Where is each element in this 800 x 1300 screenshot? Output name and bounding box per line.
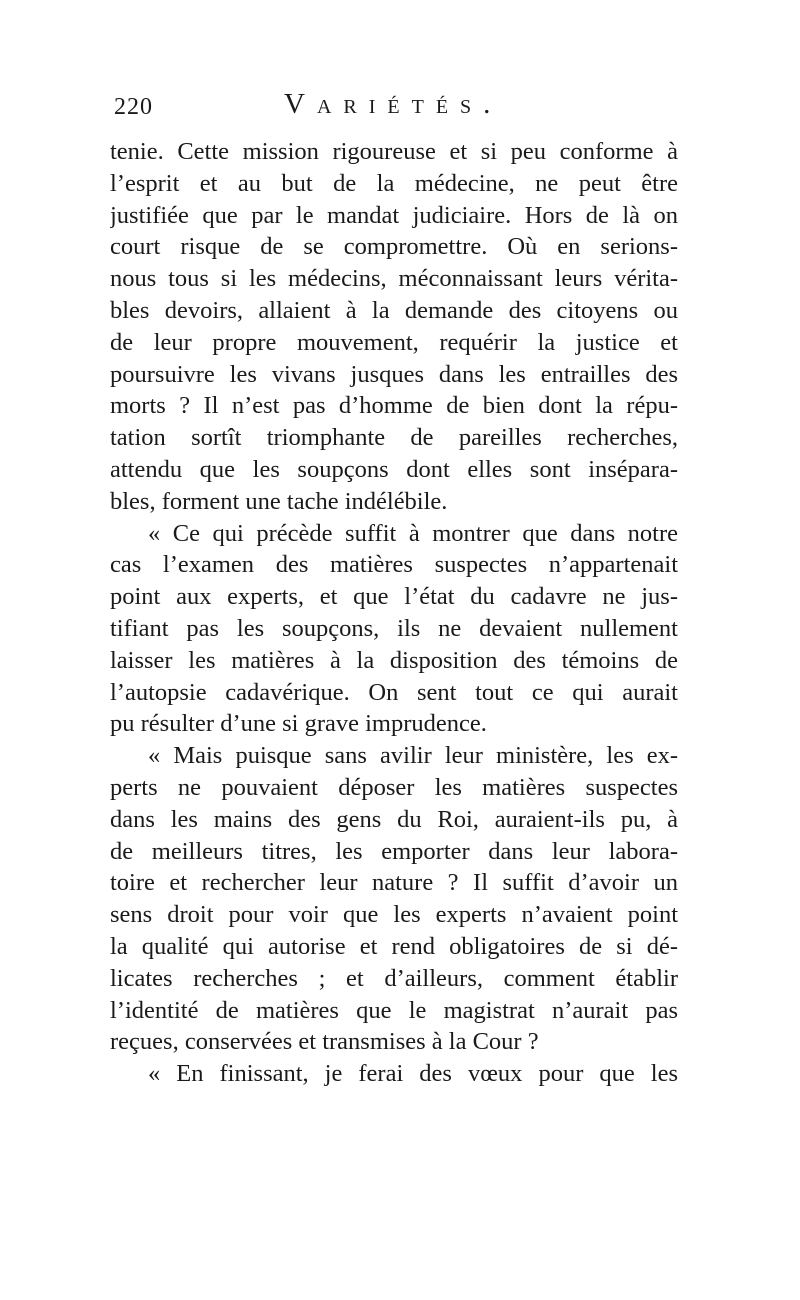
text-line: cas l’examen des matières suspectes n’appartenait bbox=[110, 551, 678, 579]
text-line: la qualité qui autorise et rend obligatoires de si dé- bbox=[110, 932, 678, 960]
page-header bbox=[114, 88, 680, 128]
text-line: justifiée que par le mandat judiciaire. Hors de là on bbox=[110, 201, 678, 229]
text-line: « Ce qui précède suffit à montrer que dans notre bbox=[148, 519, 678, 547]
text-line: perts ne pouvaient déposer les matières suspectes bbox=[110, 773, 678, 801]
text-line: point aux experts, et que l’état du cadavre ne jus- bbox=[110, 583, 678, 611]
running-title: Variétés. bbox=[284, 88, 503, 120]
text-line: tenie. Cette mission rigoureuse et si peu conforme à bbox=[110, 138, 678, 165]
text-line: de meilleurs titres, les emporter dans leur labora- bbox=[110, 837, 678, 865]
text-line: « En finissant, je ferai des vœux pour que les bbox=[148, 1060, 678, 1088]
text-line: reçues, conservées et transmises à la Cour ? bbox=[110, 1028, 539, 1056]
text-line: attendu que les soupçons dont elles sont insépara- bbox=[110, 455, 678, 483]
text-line: court risque de se compromettre. Où en serions- bbox=[110, 233, 678, 261]
text-line: l’autopsie cadavérique. On sent tout ce qui aurait bbox=[110, 678, 678, 706]
text-line: poursuivre les vivans jusques dans les entrailles des bbox=[110, 360, 678, 388]
text-line: l’identité de matières que le magistrat n’aurait pas bbox=[110, 996, 678, 1024]
text-line: l’esprit et au but de la médecine, ne peut être bbox=[110, 169, 678, 197]
text-line: laisser les matières à la disposition des témoins de bbox=[110, 646, 678, 674]
text-line: bles, forment une tache indélébile. bbox=[110, 487, 448, 515]
text-line: sens droit pour voir que les experts n’avaient point bbox=[110, 901, 678, 929]
text-line: « Mais puisque sans avilir leur ministère, les ex- bbox=[148, 742, 678, 770]
text-line: tation sortît triomphante de pareilles recherches, bbox=[110, 424, 678, 452]
text-line: pu résulter d’une si grave imprudence. bbox=[110, 710, 487, 738]
body-text bbox=[110, 136, 678, 1090]
text-line: bles devoirs, allaient à la demande des citoyens ou bbox=[110, 296, 678, 324]
text-line: de leur propre mouvement, requérir la justice et bbox=[110, 328, 678, 356]
text-line: tifiant pas les soupçons, ils ne devaient nullement bbox=[110, 614, 678, 642]
text-line: nous tous si les médecins, méconnaissant leurs vérita- bbox=[110, 265, 678, 293]
page-number: 220 bbox=[114, 94, 153, 120]
text-line: licates recherches ; et d’ailleurs, comment établir bbox=[110, 964, 678, 992]
text-line: dans les mains des gens du Roi, auraient-ils pu, à bbox=[110, 805, 678, 833]
text-line: toire et rechercher leur nature ? Il suffit d’avoir un bbox=[110, 869, 678, 897]
text-line: morts ? Il n’est pas d’homme de bien dont la répu- bbox=[110, 392, 678, 420]
